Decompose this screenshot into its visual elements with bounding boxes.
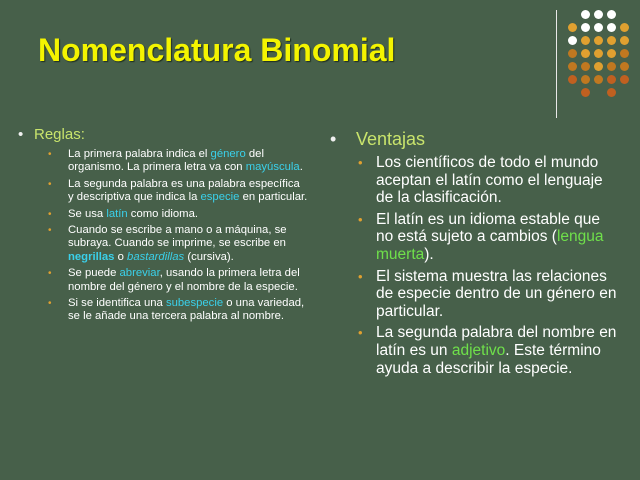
decorative-dot	[594, 62, 603, 71]
decorative-dot	[581, 75, 590, 84]
sub-bullet-icon: •	[48, 149, 52, 160]
sub-bullet-icon: •	[48, 208, 52, 220]
list-item: • La segunda palabra del nombre en latín es un adjetivo. Este término ayuda a describir la especie.	[358, 324, 617, 377]
decorative-dot	[594, 75, 603, 84]
decorative-dot	[568, 88, 577, 97]
decorative-dot	[620, 75, 629, 84]
bullet-icon: •	[18, 126, 24, 143]
rules-list	[46, 148, 308, 324]
decorative-dot	[594, 36, 603, 45]
decorative-dot	[607, 10, 616, 19]
decorative-dot	[620, 49, 629, 58]
decorative-dot	[568, 36, 577, 45]
decorative-dot	[607, 62, 616, 71]
decorative-dot	[568, 10, 577, 19]
sub-bullet-icon: •	[358, 211, 363, 227]
advantages-section	[330, 128, 620, 377]
advantages-list	[354, 154, 620, 377]
list-item: • Se usa latín como idioma.	[48, 207, 198, 220]
list-item: • Si se identifica una subespecie o una variedad, se le añade una tercera palabra al nombre.	[48, 297, 305, 323]
sub-bullet-icon: •	[358, 268, 363, 284]
decorative-dot	[568, 23, 577, 32]
advantages-column	[330, 128, 620, 381]
title-divider	[556, 10, 557, 118]
rules-column	[18, 126, 308, 327]
decorative-dot	[581, 49, 590, 58]
decorative-dot	[594, 88, 603, 97]
bullet-icon: •	[330, 129, 337, 149]
decorative-dot	[568, 49, 577, 58]
rules-heading: Reglas:	[34, 126, 85, 143]
decorative-dot	[620, 10, 629, 19]
decorative-dot	[581, 10, 590, 19]
decorative-dot	[581, 62, 590, 71]
sub-bullet-icon: •	[358, 325, 363, 341]
decorative-dot-grid	[568, 10, 629, 97]
list-item: • Se puede abreviar, usando la primera letra del nombre del género y el nombre de la especie.	[48, 267, 300, 293]
list-item: • Los científicos de todo el mundo aceptan el latín como el lenguaje de la clasificación.	[358, 154, 603, 207]
decorative-dot	[620, 23, 629, 32]
list-item: • La segunda palabra es una palabra específica y descriptiva que indica la especie en particular.	[48, 177, 308, 204]
decorative-dot	[620, 62, 629, 71]
decorative-dot	[568, 62, 577, 71]
decorative-dot	[594, 49, 603, 58]
decorative-dot	[620, 88, 629, 97]
decorative-dot	[594, 10, 603, 19]
decorative-dot	[620, 36, 629, 45]
decorative-dot	[581, 88, 590, 97]
decorative-dot	[581, 36, 590, 45]
rules-section	[18, 126, 308, 324]
decorative-dot	[607, 49, 616, 58]
sub-bullet-icon: •	[48, 178, 52, 190]
decorative-dot	[581, 23, 590, 32]
decorative-dot	[568, 75, 577, 84]
advantages-heading: Ventajas	[356, 129, 426, 149]
decorative-dot	[607, 88, 616, 97]
list-item: • La primera palabra indica el género del organismo. La primera letra va con mayúscula.	[48, 148, 303, 174]
list-item: • Cuando se escribe a mano o a máquina, se subraya. Cuando se imprime, se escribe en negrillas o bastardillas (cursiva).	[48, 224, 287, 263]
slide-title: Nomenclatura Binomial	[38, 32, 396, 68]
sub-bullet-icon: •	[48, 268, 52, 280]
sub-bullet-icon: •	[358, 155, 363, 170]
decorative-dot	[607, 36, 616, 45]
list-item: • El sistema muestra las relaciones de especie dentro de un género en particular.	[358, 267, 617, 320]
decorative-dot	[594, 23, 603, 32]
decorative-dot	[607, 23, 616, 32]
sub-bullet-icon: •	[48, 298, 52, 310]
list-item: • El latín es un idioma estable que no está sujeto a cambios (lengua muerta).	[358, 210, 604, 263]
sub-bullet-icon: •	[48, 225, 52, 237]
decorative-dot	[607, 75, 616, 84]
